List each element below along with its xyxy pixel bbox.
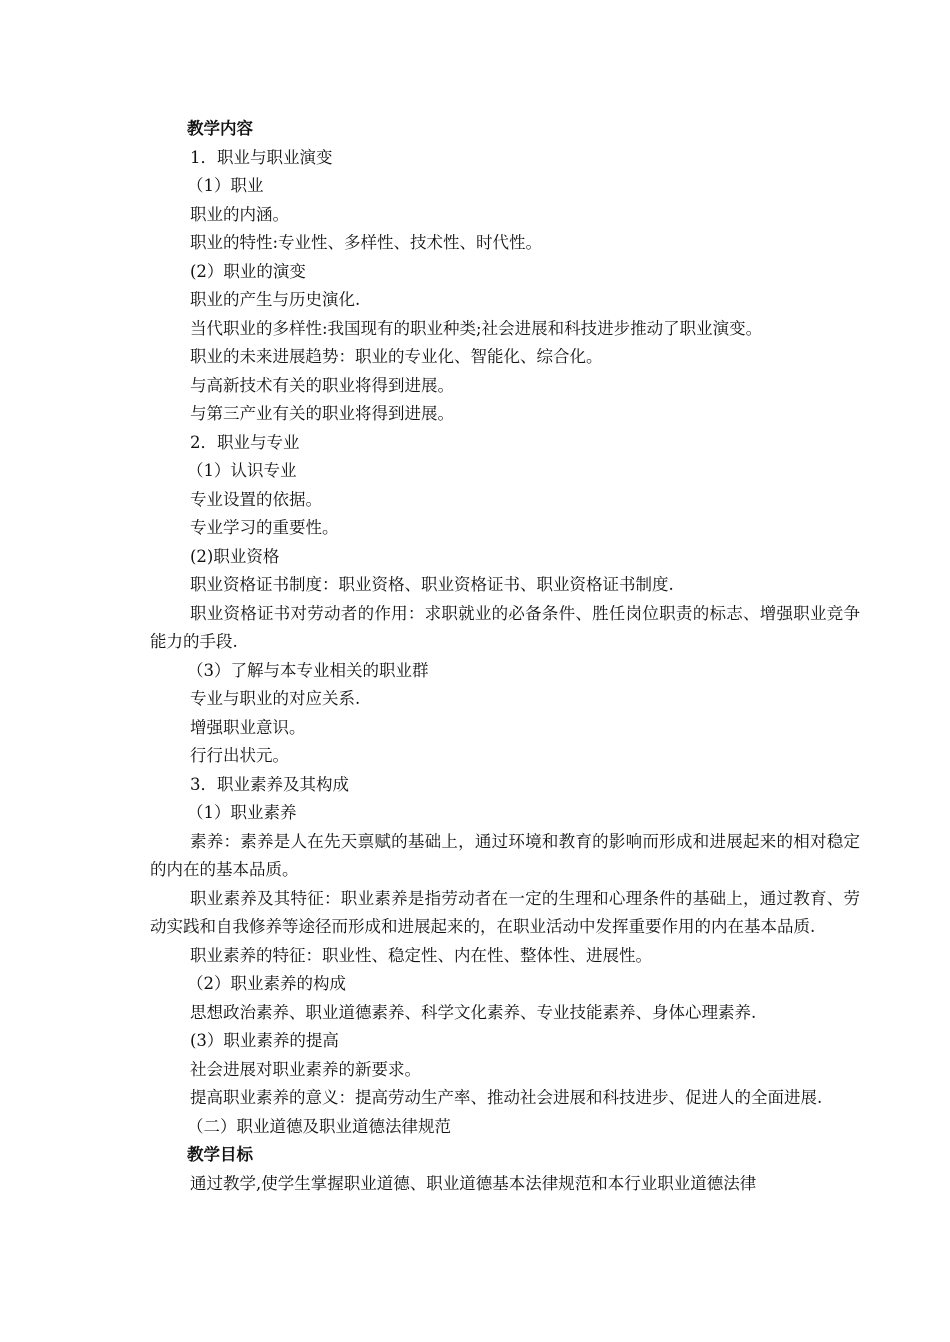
paragraph: 职业资格证书对劳动者的作用：求职就业的必备条件、胜任岗位职责的标志、增强职业竞争能力的手段. <box>150 603 860 651</box>
paragraph: 职业素养及其特征：职业素养是指劳动者在一定的生理和心理条件的基础上，通过教育、劳动实践和自我修养等途径而形成和进展起来的，在职业活动中发挥重要作用的内在基本品质. <box>150 888 860 936</box>
subsection-2-3: （3）了解与本专业相关的职业群 <box>187 660 429 680</box>
paragraph: 提高职业素养的意义：提高劳动生产率、推动社会进展和科技进步、促进人的全面进展. <box>190 1088 823 1107</box>
heading-teaching-goal: 教学目标 <box>187 1145 253 1164</box>
subsection-1-1: （1）职业 <box>187 176 264 195</box>
subsection-1-2: (2）职业的演变 <box>190 261 306 281</box>
subsection-3-1: （1）职业素养 <box>187 803 297 822</box>
subsection-2-1: （1）认识专业 <box>187 461 297 480</box>
paragraph: 职业的特性:专业性、多样性、技术性、时代性。 <box>190 233 543 252</box>
subsection-2-2: (2)职业资格 <box>190 546 280 566</box>
paragraph: 增强职业意识。 <box>190 717 306 737</box>
subsection-3-3: (3）职业素养的提高 <box>190 1031 339 1050</box>
paragraph: 素养：素养是人在先天禀赋的基础上，通过环境和教育的影响而形成和进展起来的相对稳定的内在的基本品质。 <box>150 831 860 879</box>
paragraph: 专业与职业的对应关系. <box>190 689 361 708</box>
part-2-title: （二）职业道德及职业道德法律规范 <box>187 1116 451 1136</box>
section-1-title: 1．职业与职业演变 <box>190 147 333 167</box>
paragraph: 专业设置的依据。 <box>190 489 322 509</box>
heading-teaching-content: 教学内容 <box>187 119 253 138</box>
document-body <box>150 115 860 1198</box>
paragraph: 职业素养的特征：职业性、稳定性、内在性、整体性、进展性。 <box>190 945 652 965</box>
paragraph: 与第三产业有关的职业将得到进展。 <box>190 404 454 423</box>
paragraph: 职业的内涵。 <box>190 204 289 224</box>
paragraph: 通过教学,使学生掌握职业道德、职业道德基本法律规范和本行业职业道德法律 <box>190 1173 757 1193</box>
paragraph: 专业学习的重要性。 <box>190 518 339 537</box>
paragraph: 与高新技术有关的职业将得到进展。 <box>190 375 454 395</box>
section-3-title: 3．职业素养及其构成 <box>190 774 349 794</box>
subsection-3-2: （2）职业素养的构成 <box>187 974 346 993</box>
paragraph: 思想政治素养、职业道德素养、科学文化素养、专业技能素养、身体心理素养. <box>190 1002 757 1022</box>
paragraph: 职业的产生与历史演化. <box>190 290 361 309</box>
paragraph: 社会进展对职业素养的新要求。 <box>190 1059 421 1079</box>
paragraph: 职业的未来进展趋势：职业的专业化、智能化、综合化。 <box>190 347 603 366</box>
section-2-title: 2．职业与专业 <box>190 432 300 452</box>
paragraph: 行行出状元。 <box>190 746 289 765</box>
paragraph: 当代职业的多样性:我国现有的职业种类;社会进展和科技进步推动了职业演变。 <box>190 318 763 338</box>
paragraph: 职业资格证书制度：职业资格、职业资格证书、职业资格证书制度. <box>190 575 674 594</box>
